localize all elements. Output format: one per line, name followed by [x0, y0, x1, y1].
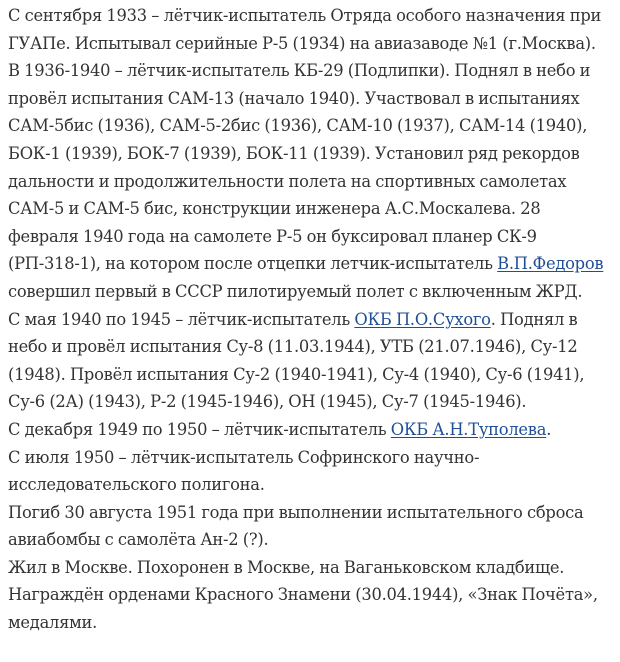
text-run: Награждён орденами Красного Знамени (30.04.1944), «Знак Почёта», медалями. — [8, 585, 598, 633]
link-okb-sukhoi[interactable]: ОКБ П.О.Сухого — [354, 309, 491, 329]
text-run: . Поднял в небо и провёл испытания Су-8 (11.03.1944), УТБ (21.07.1946), Су-12 (1948). Провёл испытания Су-2 (1940-1941), Су-4 (1940), Су-6 (1941), Су-6 (2А) (1943), Р-2 (1945-1946), ОН (1945), Су-7 (1945-1946). — [8, 309, 585, 412]
biography-article — [8, 2, 612, 637]
paragraph-5 — [8, 444, 612, 499]
text-run: В 1936-1940 – лётчик-испытатель КБ-29 (Подлипки). Поднял в небо и провёл испытания САМ-13 (начало 1940). Участвовал в испытаниях САМ-5бис (1936), САМ-5-2бис (1936), САМ-10 (1937), САМ-14 (1940), БОК-1 (1939), БОК-7 (1939), БОК-11 (1939). Установил ряд рекордов дальности и продолжительности полета на спортивных самолетах САМ-5 и САМ-5 бис, конструкции инженера А.С.Москалева. 28 февраля 1940 года на самолете Р-5 он буксировал планер СК-9 (РП-318-1), на котором после отцепки летчик-испытатель — [8, 61, 591, 274]
paragraph-4 — [8, 416, 612, 444]
paragraph-3 — [8, 306, 612, 416]
paragraph-8 — [8, 581, 612, 636]
text-run: С мая 1940 по 1945 – лётчик-испытатель — [8, 309, 355, 329]
paragraph-6 — [8, 499, 612, 554]
link-okb-tupolev[interactable]: ОКБ А.Н.Туполева — [390, 419, 547, 439]
link-fedorov[interactable]: В.П.Федоров — [497, 254, 604, 274]
paragraph-1 — [8, 2, 612, 57]
text-run: Жил в Москве. Похоронен в Москве, на Ваганьковском кладбище. — [8, 557, 565, 577]
text-run: С декабря 1949 по 1950 – лётчик-испытатель — [8, 419, 391, 439]
paragraph-7 — [8, 554, 612, 582]
text-run: Погиб 30 августа 1951 года при выполнении испытательного сброса авиабомбы с самолёта Ан-2 (?). — [8, 502, 584, 550]
text-run: С сентября 1933 – лётчик-испытатель Отряда особого назначения при ГУАПе. Испытывал серийные Р-5 (1934) на авиазаводе №1 (г.Москва). — [8, 6, 602, 53]
text-run: . — [546, 419, 552, 439]
paragraph-2 — [8, 57, 612, 305]
text-run: совершил первый в СССР пилотируемый полет с включенным ЖРД. — [8, 281, 583, 301]
text-run: С июля 1950 – лётчик-испытатель Софринского научно-исследовательского полигона. — [8, 447, 480, 495]
